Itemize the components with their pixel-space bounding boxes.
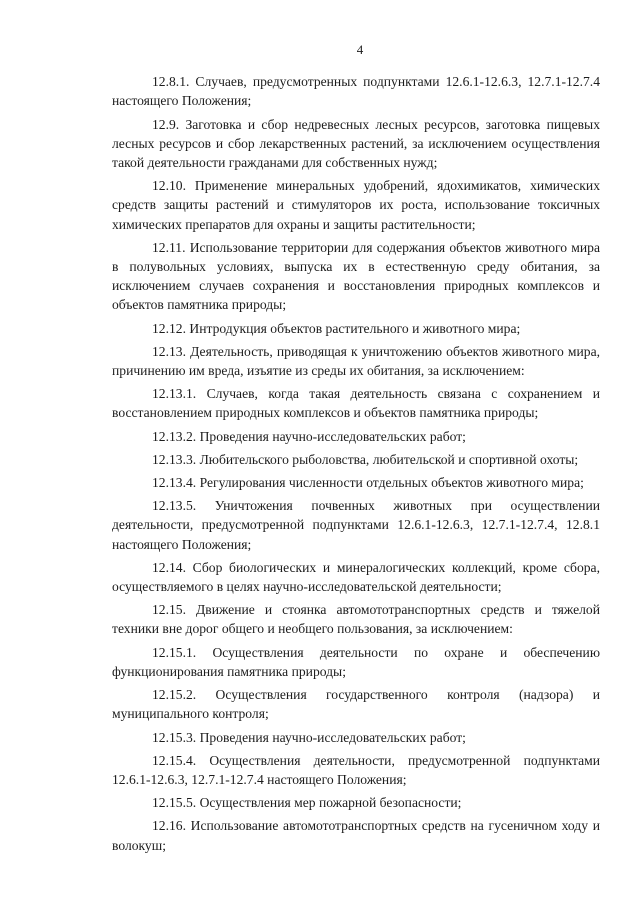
paragraph-12-10: 12.10. Применение минеральных удобрений, ядохимикатов, химических средств защиты растений и стимуляторов их роста, использование токсичных химических препаратов для охраны и защиты растительности; (112, 178, 600, 232)
paragraph-12-16: 12.16. Использование автомототранспортных средств на гусеничном ходу и волокуш; (112, 818, 600, 853)
paragraph-12-12: 12.12. Интродукция объектов растительного и животного мира; (152, 320, 521, 336)
paragraph-12-11: 12.11. Использование территории для содержания объектов животного мира в полувольных условиях, выпуска их в естественную среду обитания, за исключением случаев сохранения и восстановления природных комплексов и объектов памятника природы; (112, 239, 600, 313)
paragraph-12-9: 12.9. Заготовка и сбор недревесных лесных ресурсов, заготовка пищевых лесных ресурсов и сбор лекарственных растений, за исключением осуществления такой деятельности гражданами для собственных нужд; (112, 116, 600, 171)
paragraph-12-15-2: 12.15.2. Осуществления государственного контроля (надзора) и муниципального контроля; (112, 687, 600, 722)
paragraph-12-8-1: 12.8.1. Случаев, предусмотренных подпунктами 12.6.1-12.6.3, 12.7.1-12.7.4 настоящего Положения; (112, 74, 600, 109)
paragraph-12-13-1: 12.13.1. Случаев, когда такая деятельность связана с сохранением и восстановлением природных комплексов и объектов памятника природы; (112, 386, 600, 421)
paragraph-12-15-4: 12.15.4. Осуществления деятельности, предусмотренной подпунктами 12.6.1-12.6.3, 12.7.1-12.7.4 настоящего Положения; (112, 752, 600, 787)
paragraph-12-13-4: 12.13.4. Регулирования численности отдельных объектов животного мира; (152, 475, 584, 491)
paragraph-12-15-1: 12.15.1. Осуществления деятельности по охране и обеспечению функционирования памятника природы; (112, 644, 600, 679)
paragraph-12-13-2: 12.13.2. Проведения научно-исследовательских работ; (152, 428, 466, 444)
paragraph-12-13-3: 12.13.3. Любительского рыболовства, любительской и спортивной охоты; (152, 451, 579, 467)
page-number: 4 (356, 42, 364, 57)
paragraph-12-15-5: 12.15.5. Осуществления мер пожарной безопасности; (152, 795, 462, 811)
paragraph-12-13-5: 12.13.5. Уничтожения почвенных животных при осуществлении деятельности, предусмотренной подпунктами 12.6.1-12.6.3, 12.7.1-12.7.4, 12.8.1 настоящего Положения; (112, 498, 600, 552)
paragraph-12-13: 12.13. Деятельность, приводящая к уничтожению объектов животного мира, причинению им вреда, изъятие из среды их обитания, за исключением: (112, 343, 600, 379)
paragraph-12-14: 12.14. Сбор биологических и минералогических коллекций, кроме сбора, осуществляемого в целях научно-исследовательской деятельности; (112, 559, 600, 595)
paragraph-12-15-3: 12.15.3. Проведения научно-исследовательских работ; (152, 729, 466, 745)
paragraph-12-15: 12.15. Движение и стоянка автомототранспортных средств и тяжелой техники вне дорог общего и необщего пользования, за исключением: (112, 602, 600, 637)
